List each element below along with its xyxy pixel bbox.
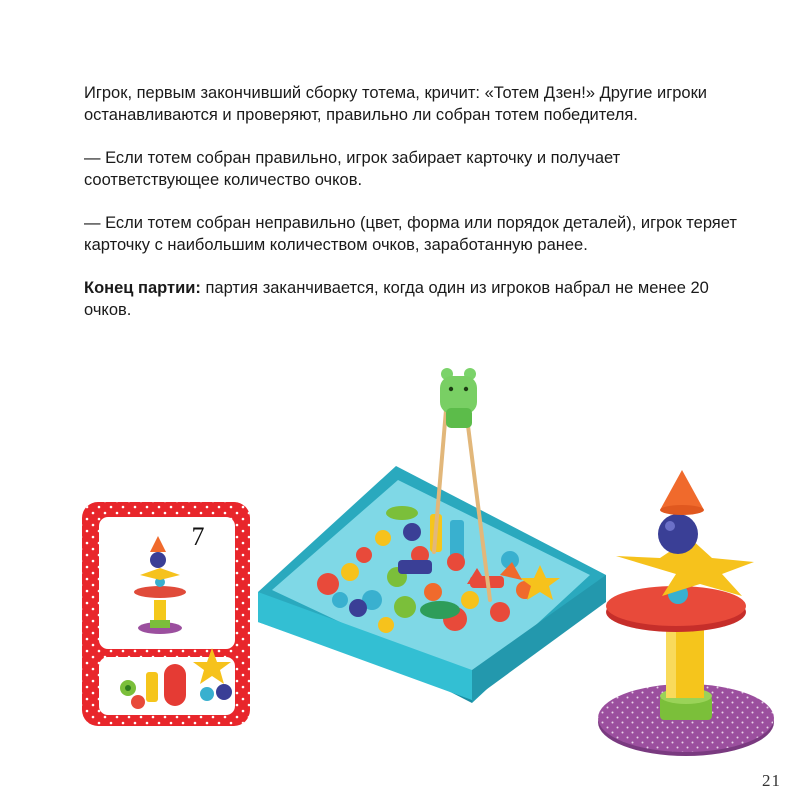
paragraph-correct-totem: — Если тотем собран правильно, игрок забирает карточку и получает соответствующее количество очков. — [84, 149, 621, 189]
totem-card — [82, 502, 250, 726]
tray-with-pieces — [258, 368, 606, 703]
end-of-game-heading: Конец партии: — [84, 279, 201, 297]
assembled-totem — [598, 470, 774, 756]
end-of-game-text: партия заканчивается, когда один из игроков набрал не менее 20 очков. — [84, 279, 709, 319]
paragraph-winner-call: Игрок, первым закончивший сборку тотема, кричит: «Тотем Дзен!» Другие игроки останавливаются и проверяют, правильно ли собран тотем победителя. — [84, 84, 708, 124]
page-number: 21 — [762, 771, 781, 790]
paragraph-incorrect-totem: — Если тотем собран неправильно (цвет, форма или порядок деталей), игрок теряет карточку с наибольшим количеством очков, заработанную ранее. — [84, 214, 737, 254]
card-points: 7 — [191, 522, 205, 551]
